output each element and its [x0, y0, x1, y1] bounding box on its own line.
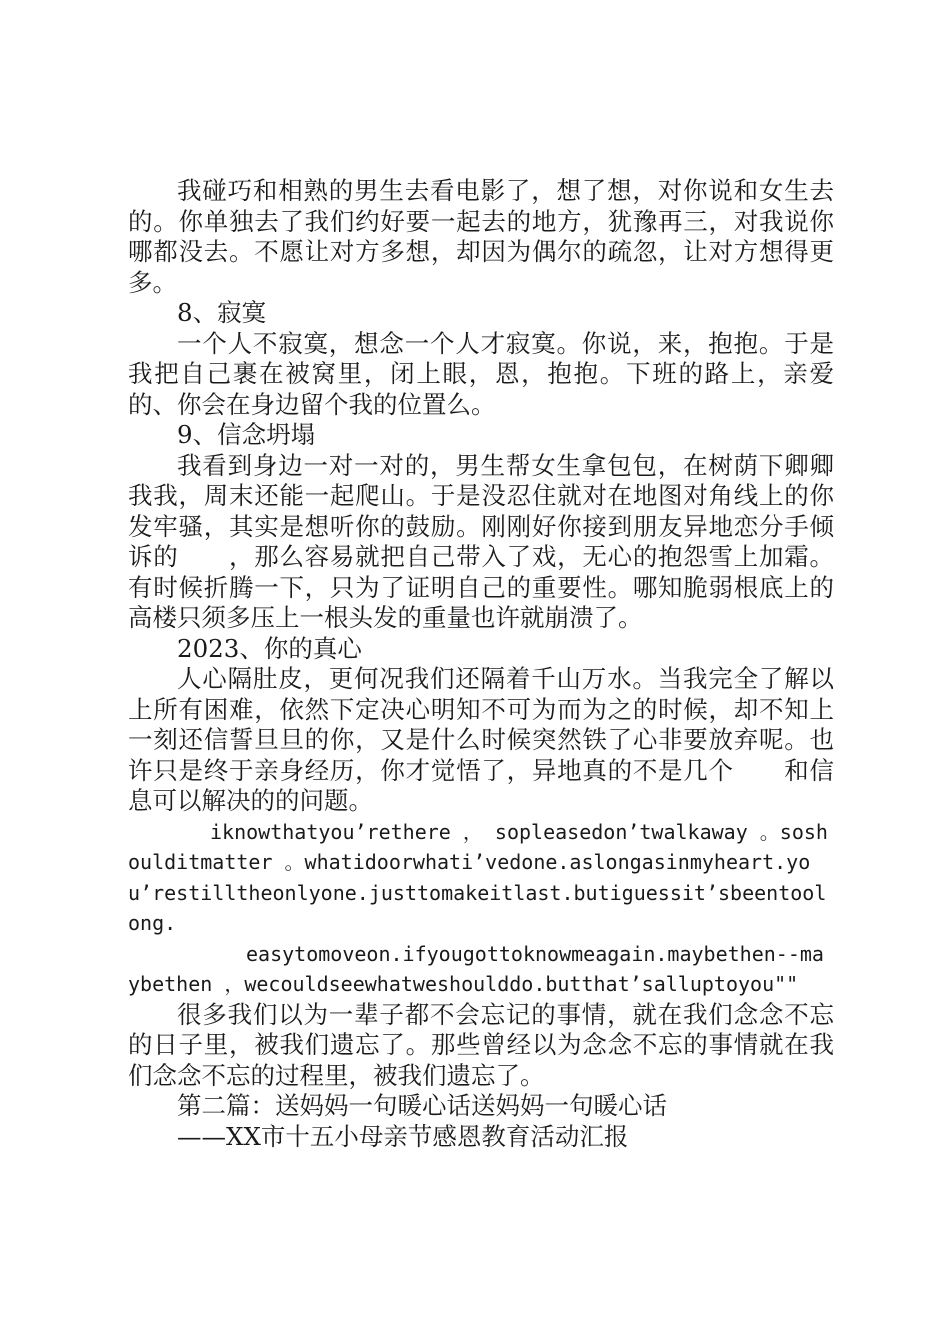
paragraph-movie: 我碰巧和相熟的男生去看电影了，想了想，对你说和女生去的。你单独去了我们约好要一起去的地方，犹豫再三，对我说你哪都没去。不愿让对方多想，却因为偶尔的疏忽，让对方想得更多。 [128, 176, 834, 297]
subheading-report: ——XX市十五小母亲节感恩教育活动汇报 [177, 1121, 629, 1151]
heading-loneliness: 8、寂寞 [177, 298, 267, 327]
document-body [128, 176, 834, 1152]
paragraph-belief-collapse: 我看到身边一对一对的，男生帮女生拿包包，在树荫下卿卿我我，周末还能一起爬山。于是没忍住就对在地图对角线上的你发牢骚，其实是想听你的鼓励。刚刚好你接到朋友异地恋分手倾诉的 ，那么容易就把自己带入了戏，无心的抱怨雪上加霜。有时候折腾一下，只为了证明自己的重要性。哪知脆弱根底上的高楼只须多压上一根头发的重量也许就崩溃了。 [128, 450, 834, 632]
paragraph-loneliness: 一个人不寂寞，想念一个人才寂寞。你说，来，抱抱。于是我把自己裹在被窝里，闭上眼，恩，抱抱。下班的路上，亲爱的、你会在身边留个我的位置么。 [128, 328, 834, 419]
heading-your-heart: 2023、你的真心 [177, 633, 362, 663]
english-lyrics-2: easytomoveon.ifyougottoknowmeagain.maybethen--maybethen ，wecouldseewhatweshoulddo.butthat’salluptoyou"" [128, 941, 824, 996]
heading-belief-collapse: 9、信念坍塌 [177, 420, 316, 449]
paragraph-your-heart: 人心隔肚皮，更何况我们还隔着千山万水。当我完全了解以上所有困难，依然下定决心明知不可为而为之的时候，却不知上一刻还信誓旦旦的你，又是什么时候突然铁了心非要放弃呢。也许只是终于亲身经历，你才觉悟了，异地真的不是几个 和信息可以解决的的问题。 [128, 664, 834, 815]
paragraph-forgotten: 很多我们以为一辈子都不会忘记的事情，就在我们念念不忘的日子里，被我们遗忘了。那些曾经以为念念不忘的事情就在我们念念不忘的过程里，被我们遗忘了。 [128, 999, 834, 1090]
english-lyrics-1: iknowthatyou’rethere ， sopleasedon’twalkaway 。soshoulditmatter 。whatidoorwhati’vedone.aslongasinmyheart.you’restilltheonlyone.justtomakeitlast.butiguessit’sbeentoolong. [128, 819, 828, 935]
heading-second-article: 第二篇：送妈妈一句暖心话送妈妈一句暖心话 [177, 1091, 667, 1120]
